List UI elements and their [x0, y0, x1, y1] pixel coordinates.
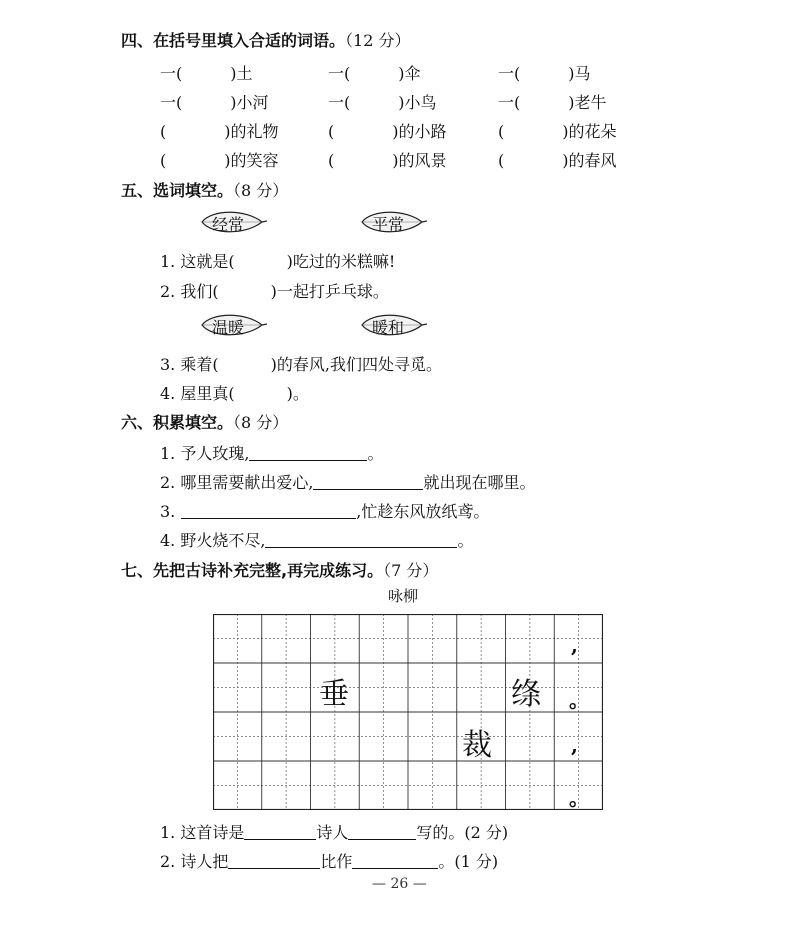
leaf-word[interactable]: 平常: [372, 215, 405, 234]
question-6-1: 1. 予人玫瑰, 。: [160, 444, 384, 463]
word-leaf-2: [358, 207, 428, 237]
fill-item: 一( )马: [498, 64, 591, 83]
grid-char-2: 绦: [511, 677, 541, 712]
fill-item: 一( )老牛: [498, 93, 607, 112]
question-5-2: 2. 我们( )一起打乒乓球。: [160, 282, 389, 301]
section-4-heading: [121, 28, 410, 51]
section-7-heading: [121, 558, 438, 581]
fill-item: 一( )小河: [160, 93, 269, 112]
question-5-4: 4. 屋里真( )。: [160, 384, 309, 403]
fill-item: ( )的小路: [328, 122, 447, 141]
question-5-1: 1. 这就是( )吃过的米糕嘛!: [160, 252, 396, 271]
leaf-word[interactable]: 温暖: [212, 318, 245, 337]
section-4-title: 四、在括号里填入合适的词语。: [121, 31, 346, 50]
section-7-title: 七、先把古诗补充完整,再完成练习。: [121, 561, 384, 580]
answer-line[interactable]: [244, 825, 316, 840]
page-number: — 26 —: [372, 876, 427, 892]
section-5-heading: [121, 178, 288, 201]
answer-line[interactable]: [249, 446, 367, 461]
fill-item: ( )的花朵: [498, 122, 617, 141]
grid-punct-4: 。: [569, 786, 589, 810]
answer-line[interactable]: [313, 475, 423, 490]
fill-item: ( )的春风: [498, 151, 617, 170]
section-6-score: （8 分）: [233, 413, 289, 432]
question-7-1: 1. 这首诗是 诗人 写的。(2 分): [160, 823, 509, 842]
grid-char-1: 垂: [319, 677, 349, 712]
grid-punct-1: ,: [571, 633, 578, 657]
fill-item: ( )的礼物: [160, 122, 279, 141]
fill-item: 一( )土: [160, 64, 253, 83]
section-4-score: （12 分）: [345, 31, 411, 50]
poem-title: 咏柳: [388, 587, 419, 605]
fill-item: ( )的风景: [328, 151, 447, 170]
grid-punct-2: 。: [569, 688, 589, 712]
section-5-title: 五、选词填空。: [121, 181, 234, 200]
word-leaf-4: [358, 310, 428, 340]
word-leaf-1: [198, 207, 268, 237]
question-6-3: 3. ,忙趁东风放纸鸢。: [160, 502, 490, 521]
question-5-3: 3. 乘着( )的春风,我们四处寻觅。: [160, 355, 442, 374]
question-6-4: 4. 野火烧不尽, 。: [160, 531, 474, 550]
section-6-title: 六、积累填空。: [121, 413, 234, 432]
fill-item: 一( )伞: [328, 64, 421, 83]
grid-char-3: 裁: [462, 728, 492, 763]
fill-item: 一( )小鸟: [328, 93, 437, 112]
question-6-2: 2. 哪里需要献出爱心, 就出现在哪里。: [160, 473, 536, 492]
answer-line[interactable]: [352, 854, 438, 869]
answer-line[interactable]: [228, 854, 320, 869]
leaf-word[interactable]: 暖和: [372, 318, 405, 337]
answer-line[interactable]: [265, 533, 457, 548]
section-5-score: （8 分）: [233, 181, 289, 200]
word-leaf-3: [198, 310, 268, 340]
section-7-score: （7 分）: [383, 561, 439, 580]
answer-line[interactable]: [181, 504, 356, 519]
grid-punct-3: ,: [571, 733, 578, 757]
question-7-2: 2. 诗人把 比作 。(1 分): [160, 852, 499, 871]
fill-item: ( )的笑容: [160, 151, 279, 170]
writing-grid[interactable]: [213, 614, 603, 810]
section-6-heading: [121, 410, 288, 433]
leaf-word[interactable]: 经常: [212, 215, 245, 234]
answer-line[interactable]: [348, 825, 416, 840]
